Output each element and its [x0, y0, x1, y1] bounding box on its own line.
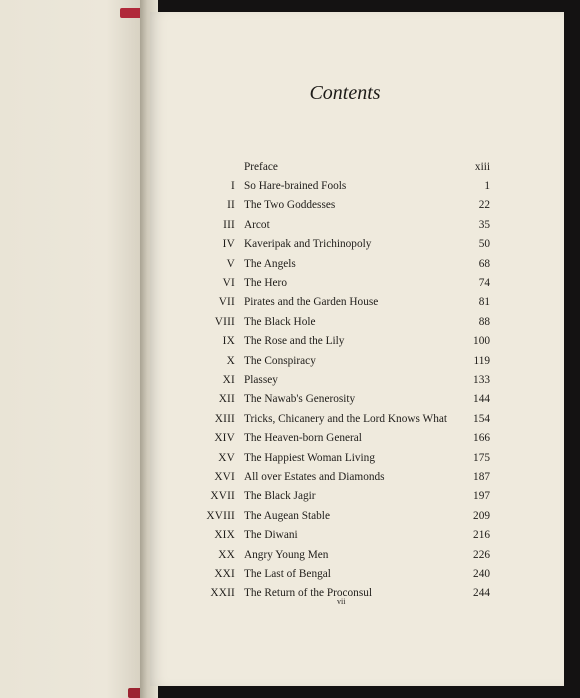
- page-title: Contents: [309, 82, 381, 104]
- page-number: 74: [478, 277, 490, 290]
- chapter-title: The Black Hole: [244, 315, 316, 328]
- toc-entry: [180, 235, 490, 254]
- chapter-title: The Return of the Proconsul: [244, 587, 373, 600]
- page-number: 209: [473, 509, 490, 522]
- toc-entry: [180, 564, 490, 583]
- toc-entry: [180, 545, 490, 564]
- chapter-title: All over Estates and Diamonds: [244, 470, 385, 483]
- chapter-number: XIX: [214, 529, 235, 542]
- chapter-number: XX: [218, 548, 235, 561]
- left-page: [0, 0, 152, 698]
- page-number: 81: [478, 296, 490, 309]
- chapter-title: The Last of Bengal: [244, 567, 331, 580]
- toc-entry: [180, 293, 490, 312]
- chapter-title: The Nawab's Generosity: [244, 393, 356, 406]
- page-number: 35: [478, 218, 490, 231]
- page-number: 166: [473, 432, 490, 445]
- page-number: 50: [478, 238, 490, 251]
- page-number: 240: [473, 567, 490, 580]
- chapter-title: The Conspiracy: [244, 354, 316, 367]
- chapter-number: IV: [222, 238, 235, 251]
- chapter-title: The Rose and the Lily: [244, 335, 345, 348]
- chapter-title: The Two Goddesses: [244, 199, 336, 212]
- toc-entry: [180, 312, 490, 331]
- chapter-title: Preface: [244, 160, 278, 173]
- page-folio: vii: [337, 597, 346, 606]
- toc-entry: [180, 273, 490, 292]
- page-number: 88: [478, 315, 490, 328]
- chapter-number: XXI: [214, 567, 235, 580]
- chapter-number: XIV: [214, 432, 235, 445]
- chapter-number: VIII: [214, 315, 235, 328]
- chapter-title: The Hero: [244, 277, 287, 290]
- chapter-title: Pirates and the Garden House: [244, 296, 379, 309]
- page-number: 216: [473, 529, 490, 542]
- toc-entry: [180, 196, 490, 215]
- toc-entry: [180, 467, 490, 486]
- chapter-number: XVIII: [206, 509, 235, 522]
- toc-entry: [180, 448, 490, 467]
- chapter-number: X: [226, 354, 235, 367]
- chapter-number: XVII: [210, 490, 235, 503]
- page-number: 119: [473, 354, 490, 367]
- chapter-title: The Diwani: [244, 529, 298, 542]
- toc-entry: [180, 525, 490, 544]
- cover-edge: [120, 8, 142, 18]
- toc-entry: [180, 370, 490, 389]
- toc-entry: [180, 390, 490, 409]
- chapter-number: XII: [218, 393, 235, 406]
- page-number: 144: [473, 393, 490, 406]
- page-number: 1: [484, 180, 490, 193]
- page-number: 187: [473, 470, 490, 483]
- contents-list: [180, 157, 490, 603]
- chapter-number: III: [223, 218, 235, 231]
- page-number: 68: [478, 257, 490, 270]
- toc-entry: [180, 584, 490, 603]
- toc-entry: [180, 428, 490, 447]
- page-number: xiii: [474, 160, 490, 173]
- chapter-title: The Black Jagir: [244, 490, 316, 503]
- toc-entry: [180, 506, 490, 525]
- chapter-title: Arcot: [244, 218, 270, 231]
- page-number: 133: [473, 373, 490, 386]
- chapter-number: IX: [222, 335, 235, 348]
- chapter-number: VI: [222, 277, 235, 290]
- chapter-number: VII: [218, 296, 235, 309]
- page-number: 100: [473, 335, 490, 348]
- chapter-number: XVI: [214, 470, 235, 483]
- page-number: 226: [473, 548, 490, 561]
- chapter-title: Tricks, Chicanery and the Lord Knows What: [244, 412, 447, 425]
- chapter-title: The Angels: [244, 257, 296, 270]
- chapter-title: The Happiest Woman Living: [244, 451, 375, 464]
- chapter-number: XXII: [210, 587, 235, 600]
- toc-entry: [180, 332, 490, 351]
- page-number: 244: [473, 587, 490, 600]
- chapter-number: XIII: [214, 412, 235, 425]
- chapter-title: The Heaven-born General: [244, 432, 362, 445]
- page-number: 22: [478, 199, 490, 212]
- page-number: 175: [473, 451, 490, 464]
- toc-entry: [180, 157, 490, 176]
- chapter-title: The Augean Stable: [244, 509, 330, 522]
- toc-entry: [180, 351, 490, 370]
- toc-entry: [180, 176, 490, 195]
- chapter-title: Angry Young Men: [244, 548, 329, 561]
- page-number: 154: [473, 412, 490, 425]
- chapter-number: XV: [218, 451, 235, 464]
- chapter-number: II: [227, 199, 235, 212]
- chapter-number: V: [226, 257, 235, 270]
- toc-entry: [180, 409, 490, 428]
- toc-entry: [180, 215, 490, 234]
- chapter-title: Kaveripak and Trichinopoly: [244, 238, 372, 251]
- toc-entry: [180, 487, 490, 506]
- chapter-number: I: [231, 180, 235, 193]
- chapter-number: XI: [222, 373, 235, 386]
- toc-entry: [180, 254, 490, 273]
- chapter-title: Plassey: [244, 373, 278, 386]
- chapter-title: So Hare-brained Fools: [244, 180, 347, 193]
- page-number: 197: [473, 490, 490, 503]
